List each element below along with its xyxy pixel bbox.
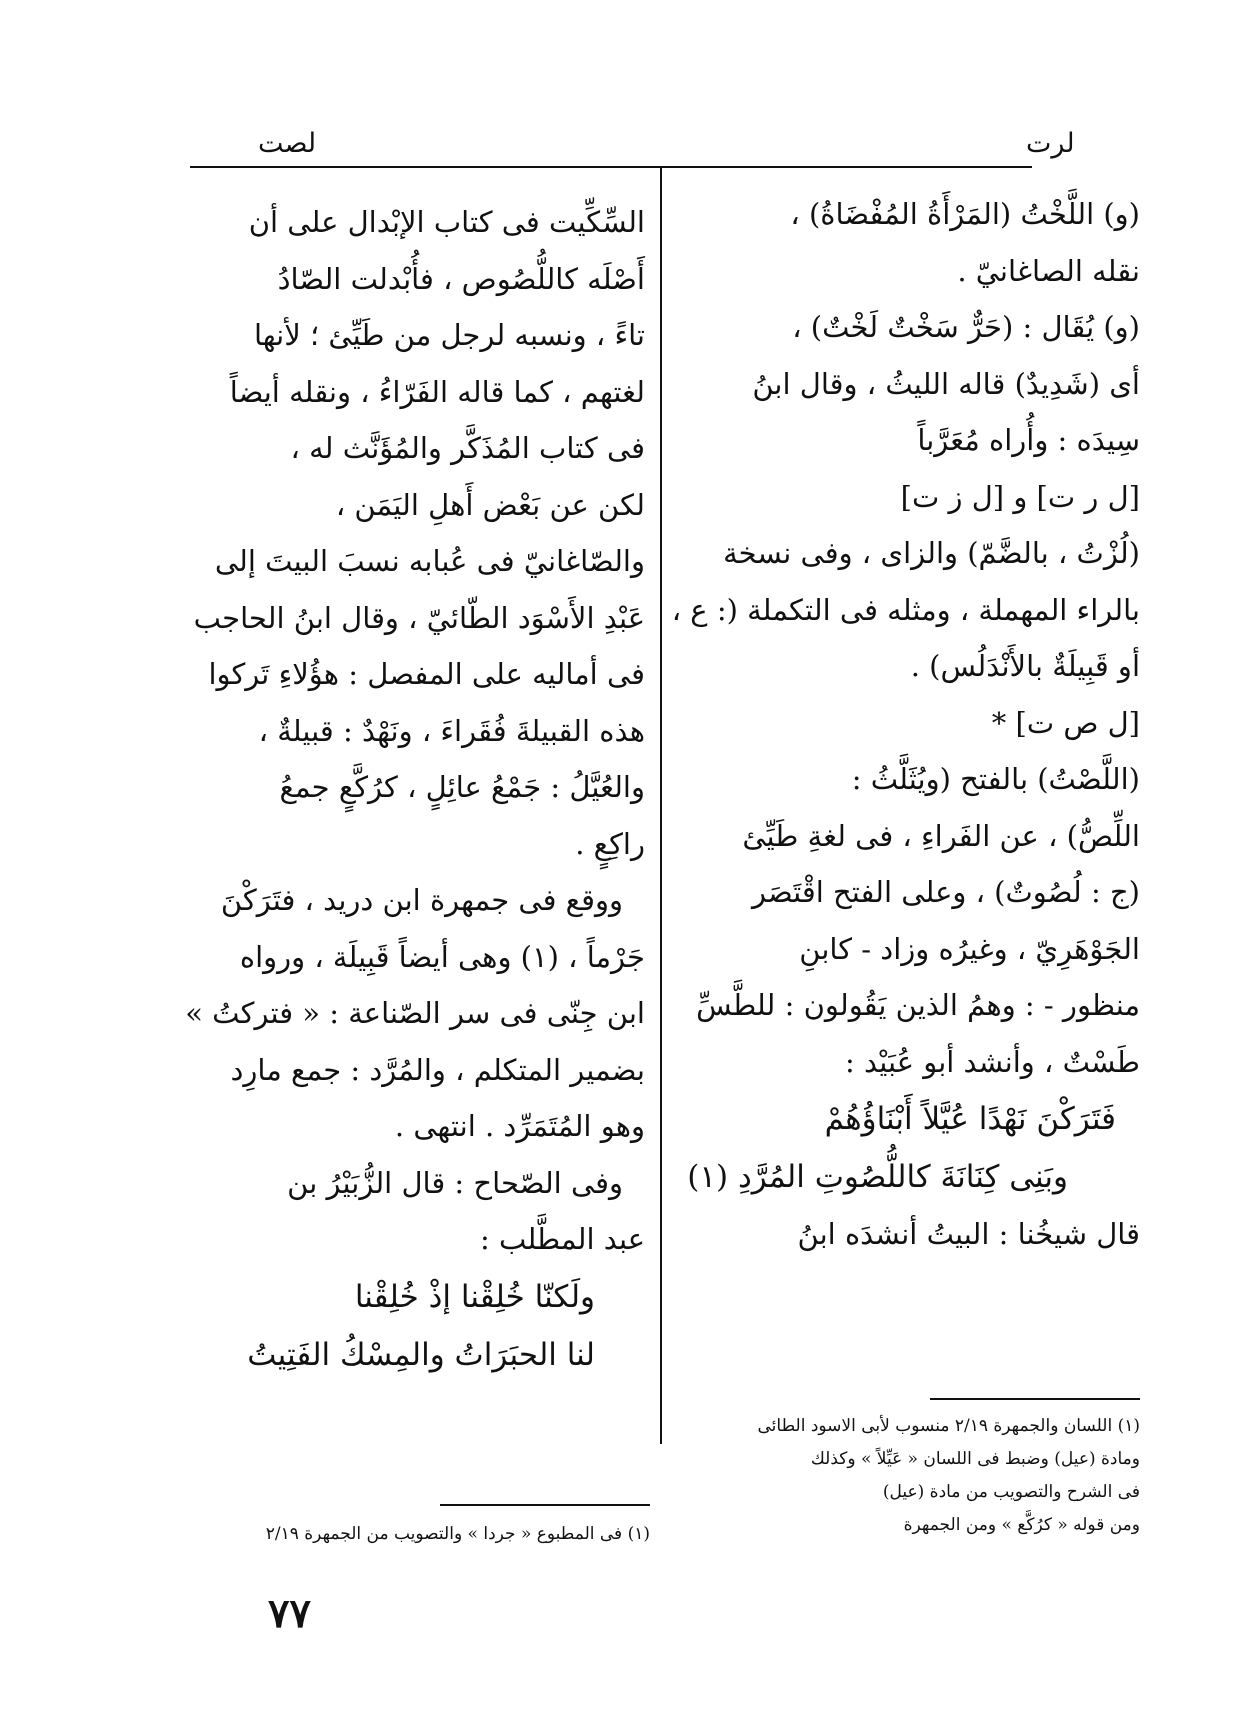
poem-verse-line-4: لنا الحبَرَاتُ والمِسْكُ الفَتِيتُ	[247, 1336, 595, 1373]
footnote-right	[720, 1410, 1140, 1542]
right-col-line-4: أى (شَدِيدٌ) قاله الليثُ ، وقال ابنُ	[752, 366, 1140, 401]
right-col-line-5: سِيدَه : وأُراه مُعَرَّباً	[917, 423, 1140, 457]
page-header-left: لصت	[258, 128, 317, 159]
right-col-line-1: (و) اللَّخْتُ (المَرْأَةُ المُفْضَاةُ) ،	[790, 197, 1140, 231]
right-col-line-2: نقله الصاغانيّ .	[957, 253, 1140, 288]
footnote-left: (١) فى المطبوع « جردا » والتصويب من الجمهرة ٢/١٩	[265, 1524, 650, 1544]
footnote-rule-left	[440, 1504, 650, 1506]
right-col-line-9: أو قَبِيلَةٌ بالأَنْدَلُس) .	[910, 649, 1140, 683]
left-col-line-11: والعُيَّلُ : جَمْعُ عائِلٍ ، كرُكَّعٍ جمعُ	[279, 770, 645, 804]
column-divider	[660, 166, 662, 1444]
footnote-right-line-2: ومادة (عيل) وضبط فى اللسان « عَيِّلاً » وكذلك	[810, 1449, 1140, 1469]
left-col-line-18: وفى الصّحاح : قال الزُّبَيْرُ بن	[287, 1165, 623, 1200]
left-col-line-5: فى كتاب المُذَكَّر والمُؤَنَّث له ،	[290, 431, 645, 465]
left-col-line-4: لغتهم ، كما قاله الفَرّاءُ ، ونقله أيضاً	[229, 374, 645, 409]
right-col-line-8: بالراء المهملة ، ومثله فى التكملة (: ع ،	[671, 592, 1140, 627]
right-col-line-19: قال شيخُنا : البيتُ أنشدَه ابنُ	[797, 1217, 1140, 1251]
left-col-line-6: لكن عن بَعْض أَهلِ اليَمَن ،	[335, 487, 645, 522]
left-col-line-9: فى أماليه على المفصل : هؤُلاءِ تَركوا	[208, 657, 645, 691]
left-col-line-13: ووقع فى جمهرة ابن دريد ، فتَرَكْنَ	[220, 883, 623, 917]
right-col-line-13: (ج : لُصُوتٌ) ، وعلى الفتح اقْتَصَر	[752, 875, 1140, 909]
right-col-line-16: طَسْتٌ ، وأنشد أبو عُبَيْد :	[844, 1044, 1140, 1079]
left-col-line-14: جَرْماً ، (١) وهى أيضاً قَبِيلَة ، ورواه	[239, 939, 645, 974]
left-col-line-16: بضمير المتكلم ، والمُرَّد : جمع مارِد	[230, 1052, 645, 1087]
left-col-line-2: أَصْلَه كاللُّصُوص ، فأُبْدلت الصّادُ	[277, 261, 645, 296]
left-col-line-1: السِّكِّيت فى كتاب الإبْدال على أن	[248, 205, 645, 239]
footnote-rule-right	[930, 1398, 1140, 1400]
right-col-line-3: (و) يُقَال : (حَرٌّ سَخْتٌ لَخْتٌ) ،	[792, 310, 1140, 344]
right-col-line-15: منظور - : وهمُ الذين يَقُولون : للطَّسِّ	[696, 988, 1140, 1022]
footnote-right-line-3: فى الشرح والتصويب من مادة (عيل)	[882, 1482, 1140, 1502]
right-col-line-11: (اللَّصْتُ) بالفتح (ويُثَلَّثُ :	[851, 762, 1140, 796]
poem-verse-line-1: فَتَرَكْنَ نَهْدًا عُيَّلاً أَبْنَاؤُهُمْ	[824, 1101, 1116, 1137]
page-header-right: لرت	[1026, 128, 1075, 159]
left-col-line-12: راكِعٍ .	[575, 826, 645, 861]
left-col-line-8: عَبْدِ الأَسْوَد الطّائيّ ، وقال ابنُ الحاجب	[193, 600, 645, 635]
entry-heading-lrt-lzt: [ل ر ت] و [ل ز ت]	[900, 479, 1140, 514]
page-number: ٧٧	[268, 1590, 311, 1637]
left-col-line-19: عبد المطَّلب :	[479, 1222, 645, 1256]
left-col-line-15: ابن جِنّى فى سر الصّناعة : « فتركتُ »	[185, 996, 645, 1030]
right-column	[671, 186, 1140, 1263]
left-column	[185, 194, 645, 1384]
poem-verse-line-3: ولَكنّا خُلِقْنا إذْ خُلِقْنا	[354, 1278, 595, 1315]
right-col-line-12: اللِّصُّ) ، عن الفَراءِ ، فى لغةِ طَيِّئ	[742, 818, 1140, 853]
left-col-line-10: هذه القبيلةَ فُقَراءَ ، ونَهْدٌ : قبيلةٌ ،	[258, 713, 645, 748]
header-rule	[190, 166, 1032, 168]
left-col-line-17: وهو المُتَمَرِّد . انتهى .	[394, 1109, 645, 1143]
entry-heading-lst: [ل ص ت] *	[991, 705, 1140, 740]
right-col-line-14: الجَوْهَرِيّ ، وغيرُه وزاد - كابنِ	[799, 931, 1140, 966]
poem-verse-line-2: وبَنِى كِنَانَةَ كاللُّصُوتِ المُرَّدِ (١)	[687, 1159, 1068, 1195]
left-col-line-3: تاءً ، ونسبه لرجل من طَيِّئ ؛ لأنها	[253, 318, 645, 352]
footnote-right-line-1: (١) اللسان والجمهرة ٢/١٩ منسوب لأبى الاسود الطائى	[757, 1416, 1140, 1436]
footnote-right-line-4: ومن قوله « كرُكَّع » ومن الجمهرة	[903, 1515, 1140, 1535]
right-col-line-7: (لُزْتُ ، بالضَّمّ) والزاى ، وفى نسخة	[723, 536, 1140, 570]
left-col-line-7: والصّاغانيّ فى عُبابه نسبَ البيتَ إلى	[214, 544, 645, 578]
